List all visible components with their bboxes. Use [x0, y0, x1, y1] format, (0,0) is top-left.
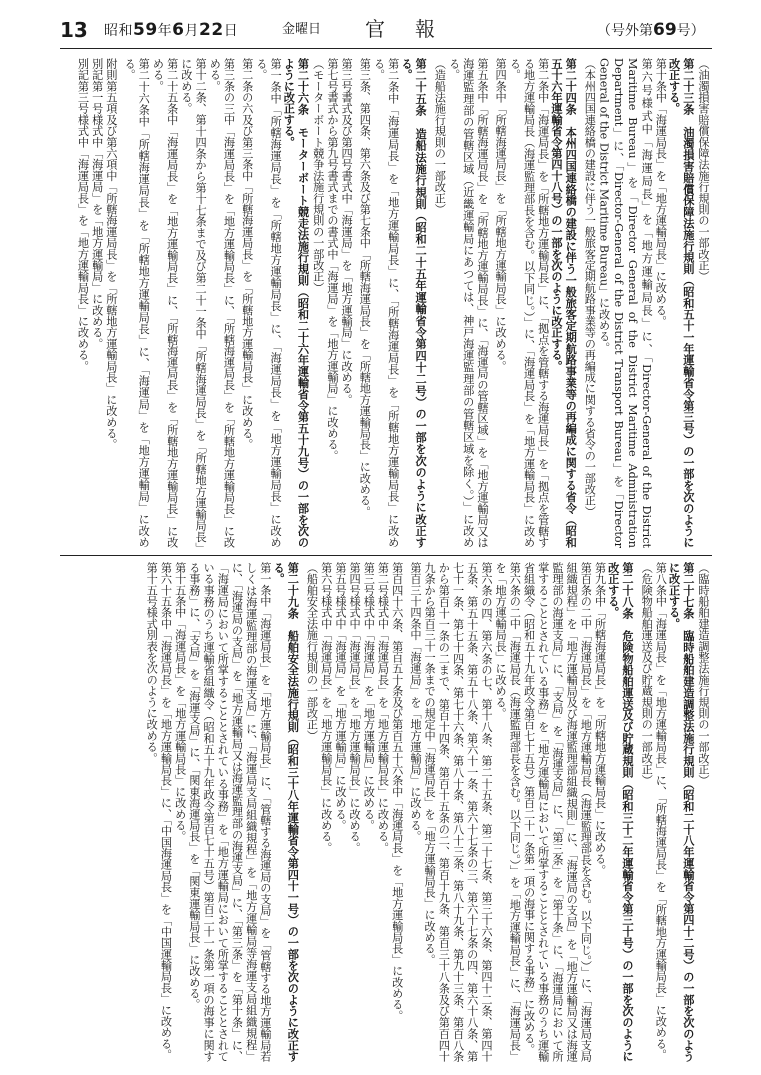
- weekday: 金曜日: [282, 22, 322, 37]
- paragraph: 第百条の二中「海運局長」を「地方運輸局長（海運監理部長を含む。以下同じ。）」に、「海運局支局組織規程」を「地方運輸局及び海運監理部組織規則」に、「海運局の支局」を「地方運輸局又は海運監理部の海運支局」に、「支局」を「海運支局」に、「第三条」を「第十条」に、「海運局において所掌することとされている事務」を「地方運輸局において所掌することとされている事務のうち運輸省組織令（昭和五十九年政令第百七十五号）第百二十一条第一項の海事に関する事務」に改める。: [522, 562, 593, 1062]
- paragraph: 第二十六条中「所轄海運局長」を「所轄地方運輸局長」に、「海運局」を「地方運輸局」に改める。: [123, 58, 151, 548]
- paragraph: （船舶安全法施行規則の一部改正）: [305, 562, 319, 742]
- paper-title: 官報: [365, 17, 465, 41]
- publication-date: 昭和59年6月22日: [104, 20, 239, 40]
- paragraph: 第十五号様式別表を次のように改める。: [145, 562, 159, 764]
- header-rule: [60, 48, 712, 49]
- paragraph: 別記第三号様式中「海運局長」を「地方運輸局長」に改める。: [76, 58, 90, 372]
- paragraph: 第二条中「海運局長」を「所轄地方運輸局長」に、「拠点を管轄する海運局長」を「拠点を管轄する地方運輸局長（海運監理部長を含む。以下同じ。）」に、「海運局長」を「地方運輸局長」に改める。: [508, 58, 550, 548]
- paragraph: 第五条中「所轄海運局長」を「所轄地方運輸局長」に、「海運局の管轄区域」を「地方運輸局又は海運監理部の管轄区域（近畿運輸局にあつては、神戸海運監理部の管轄区域を除く。）」に改める。: [447, 58, 489, 548]
- paragraph: 第四条中「所轄海運局長」を「所轄地方運輸局長」に改める。: [494, 58, 508, 372]
- paragraph: 附則第五項及び第六項中「所轄海運局長」を「所轄地方運輸局長」に改める。: [104, 58, 118, 450]
- paragraph: 第六号様式中「海運局長」を「地方運輸局長」に、「Director-General of the District Maritime Bureau」を「Director General of the District Maritime Administration Department」に、「Director-General of the District Transport Bureau」を「Director General of the District Maritime Bureau」に改める。: [597, 58, 654, 548]
- page-number: 13: [60, 18, 88, 42]
- paragraph: 第十五条中「海運局長」を「地方運輸局長」に改める。: [173, 562, 187, 842]
- paragraph: （臨時船舶建造調整法施行規則の一部改正）: [697, 562, 710, 786]
- bottom-text-block: [65, 562, 710, 1062]
- paragraph: （油濁損害賠償保障法施行規則の一部改正）: [697, 58, 710, 282]
- page-header: [0, 0, 761, 40]
- paragraph: 第六条の二中「海運局長（海運監理部長を含む。以下同じ。）」を「地方運輸局長」に、「海運局長」を「地方運輸局長」に改める。: [494, 562, 522, 1062]
- paragraph: （モーターボート競争法施行規則の一部改正）: [311, 58, 325, 294]
- paragraph: 第十二条、第十四条から第十七条まで及び第二十一条中「所轄海運局長」を「所轄地方運輸局長」に改める。: [179, 58, 208, 548]
- paragraph: 第六号様式中「海運局長」を「地方運輸局長」に改める。: [319, 562, 333, 854]
- paragraph: 第百四十六条、第百五十条及び第百五十六条中「海運局長」を「地方運輸局長」に改める。: [390, 562, 404, 1022]
- paragraph: （造船法施行規則の一部改正）: [433, 58, 447, 215]
- paragraph: 第九条中「所轄海運局長」を「所轄地方運輸局長」に改める。: [593, 562, 607, 876]
- paragraph: 第五号様式中「海運局」を「地方運輸局」に改める。: [333, 562, 347, 831]
- paragraph: 第二十九条 船舶安全法施行規則（昭和三十八年運輸省令第四十一号）の一部を次のように改正する。: [272, 562, 301, 1062]
- paragraph: 第三号書式及び第四号書式中「海運局」を「地方運輸局」に改める。: [340, 58, 354, 406]
- paragraph: 第八条中「海運局長」を「地方運輸局長」に、「所轄海運局長」を「所轄地方運輸局長」に改める。: [654, 562, 668, 1061]
- paragraph: 第二十三条 油濁損害賠償保障法施行規則（昭和五十一年運輸省令第三号）の一部を次のように改正する。: [667, 58, 696, 548]
- paragraph: （危険物船舶運送及び貯蔵規則の一部改正）: [640, 562, 654, 786]
- paragraph: 第三号様式中「海運局」を「地方運輸局」に改める。: [362, 562, 376, 831]
- paragraph: 第二号様式中「海運局長」を「地方運輸局長」に改める。: [376, 562, 390, 854]
- paragraph: （本州四国連絡橋の建設に伴う一般旅客定期航路事業等の再編成に関する省令の一部改正）: [583, 58, 597, 518]
- issue-number: （号外第69号）: [597, 20, 705, 40]
- paragraph: 第四号様式中「海運局長」を「地方運輸局長」に改める。: [348, 562, 362, 854]
- paragraph: 第二条中「海運局長」を「地方運輸局長」に、「所轄海運局長」を「所轄地方運輸局長」に改める。: [372, 58, 400, 548]
- paragraph: 第二十六条 モーターボート競走法施行規則（昭和二十六年運輸省令第五十九号）の一部を次のように改正する。: [282, 58, 311, 548]
- paragraph: 第六条の四、第六条の七、第十八条、第二十五条、第二十七条、第三十六条、第四十二条、第四十五条、第五十五条、第五十八条、第六十一条、第六十七条の三、第六十七条の四、第六十八条、第七十一条、第七十四条、第七十六条、第八十条、第八十三条、第八十九条、第九十三条、第百八条から第百十一条の二まで、第百十四条、第百十五条の二、第百十九条、第百三十八条及び第百四十九条から第百三十一条までの規定中「海運局長」を「地方運輸局長」に改める。: [423, 562, 493, 1062]
- paragraph: 第七号書式から第九号書式までの書式中「海運局」を「地方運輸局」に改める。: [325, 58, 339, 462]
- paragraph: 第二十七条 臨時船舶建造調整法施行規則（昭和二十八年運輸省令第四十二号）の一部を次のように改正する。: [667, 562, 696, 1062]
- section-divider: [60, 555, 712, 556]
- paragraph: 第一条中「所轄海運局長」を「所轄地方運輸局長」に、「海運局長」を「地方運輸局長」に改める。: [254, 58, 283, 548]
- paragraph: 第二条の六及び第三条中「所轄海運局長」を「所轄地方運輸局長」に改める。: [240, 58, 254, 450]
- paragraph: 第百三十四条中「海運局」を「地方運輸局」に改める。: [408, 562, 422, 842]
- paragraph: 別記第一号様式中「海運局」を「地方運輸局」に改める。: [90, 58, 104, 350]
- paragraph: 第二十五条中「海運局長」を「地方運輸局長」に、「所轄海運局長」を「所轄地方運輸局長」に改める。: [151, 58, 179, 548]
- paragraph: 第二十五条 造船法施行規則（昭和二十五年運輸省令第四十二号）の一部を次のように改正する。: [399, 58, 429, 548]
- paragraph: 第三条の三中「海運局長」を「地方運輸局長」に、「所轄海運局長」を「所轄地方運輸局長」に改める。: [208, 58, 236, 548]
- paragraph: 第二十四条 本州四国連絡橋の建設に伴う一般旅客定期航路事業等の再編成に関する省令（昭和五十六年運輸省令第四十八号）の一部を次のように改正する。: [549, 58, 579, 548]
- paragraph: 第二十八条 危険物船舶運送及び貯蔵規則（昭和三十二年運輸省令第三十号）の一部を次のように改正する。: [606, 562, 635, 1062]
- paragraph: 第一条中「海運局長」を「地方運輸局長」に、「管轄する海運局の支局」を「管轄する地方運輸局若しくは海運監理部の海運支局」に、「海運局支局組織規程」を「地方運輸局等海運支局組織規程」に、「海運局の支局」を「地方運輸局又は海運監理部の海運支局」に、「第三条」を「第十条」に、「海運局において所掌することとされている事務」を「地方運輸局において所掌することとされている事務のうち運輸省組織令（昭和五十九年政令第百七十五号）第百二十一条第一項の海事に関する事務」に、「支局」を「海運支局」に、「関東海運局長」を「関東運輸局長」に改める。: [187, 562, 272, 1062]
- paragraph: 第六十五条中「海運局長」を「地方運輸局長」に、「中国海運局長」を「中国運輸局長」に改める。: [159, 562, 173, 1061]
- paragraph: 第十条中「海運局長」を「地方運輸局長」に改める。: [654, 58, 668, 327]
- paragraph: 第三条、第四条、第六条及び第七条中「所轄海運局長」を「所轄地方運輸局長」に改める。: [358, 58, 372, 518]
- top-text-block: [65, 58, 710, 548]
